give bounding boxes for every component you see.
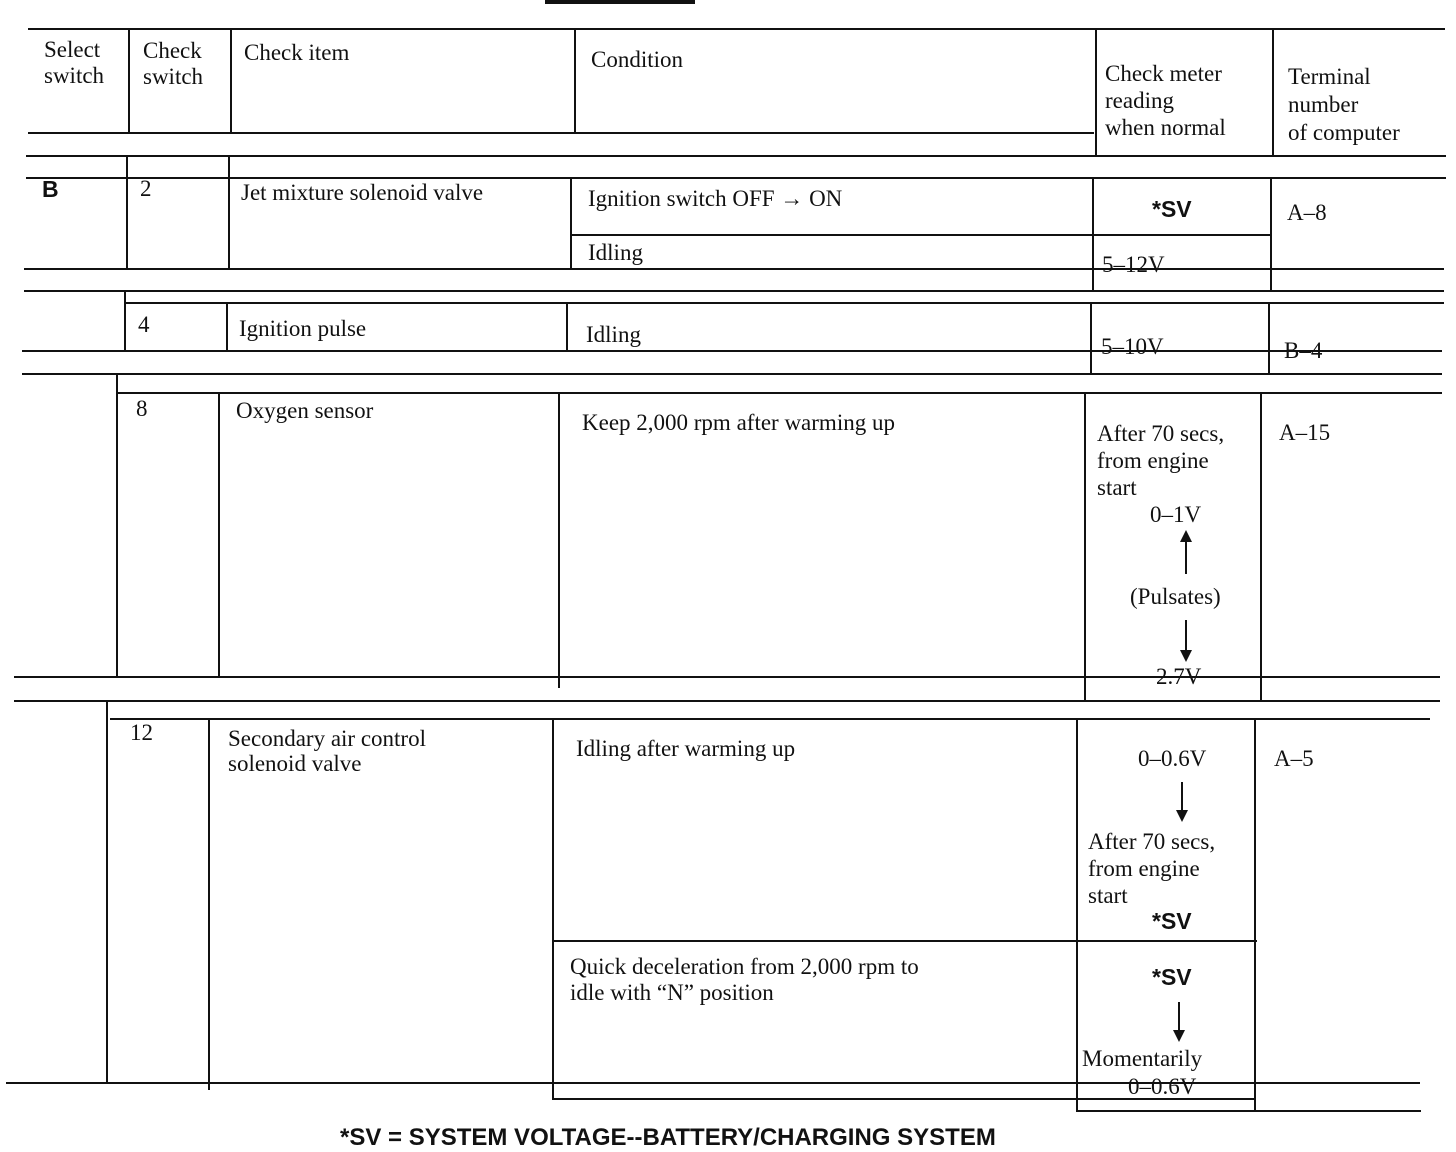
row3-reading-note: After 70 secs, from engine start bbox=[1097, 421, 1225, 500]
row2-check: 4 bbox=[138, 312, 150, 337]
down-arrow-icon bbox=[1181, 782, 1183, 812]
row1-reading-a: *SV bbox=[1152, 196, 1192, 222]
scan-artifact-mark bbox=[545, 0, 695, 4]
header-terminal: Terminal number of computer bbox=[1288, 64, 1400, 145]
row2-condition: Idling bbox=[586, 322, 641, 347]
footnote: *SV = SYSTEM VOLTAGE--BATTERY/CHARGING SYSTEM bbox=[340, 1124, 996, 1151]
row2-item: Ignition pulse bbox=[239, 316, 367, 341]
row3-condition: Keep 2,000 rpm after warming up bbox=[582, 410, 895, 435]
row1-check: 2 bbox=[140, 176, 152, 201]
row4-check: 12 bbox=[130, 720, 153, 745]
down-arrow-icon bbox=[1185, 620, 1187, 652]
header-meter-reading: Check meter reading when normal bbox=[1105, 61, 1226, 140]
row4-terminal: A–5 bbox=[1274, 746, 1314, 771]
row2-reading: 5–10V bbox=[1101, 334, 1164, 359]
row3-reading-low: 0–1V bbox=[1150, 502, 1202, 527]
row3-item: Oxygen sensor bbox=[236, 398, 374, 423]
up-arrow-icon bbox=[1185, 540, 1187, 574]
header-check-switch: Check switch bbox=[143, 38, 204, 89]
row1-reading-b: 5–12V bbox=[1102, 252, 1165, 277]
header-check-item: Check item bbox=[244, 40, 350, 65]
row3-terminal: A–15 bbox=[1279, 420, 1331, 445]
row1-terminal: A–8 bbox=[1287, 200, 1327, 225]
row4-reading-1-note: After 70 secs, from engine start bbox=[1088, 829, 1216, 908]
row1-item: Jet mixture solenoid valve bbox=[241, 180, 484, 205]
row4-item: Secondary air control solenoid valve bbox=[228, 726, 426, 776]
header-condition: Condition bbox=[591, 47, 684, 72]
row4-condition-1: Idling after warming up bbox=[576, 736, 796, 761]
row1-condition-b: Idling bbox=[588, 240, 643, 265]
row4-reading-2-bottom: 0–0.6V bbox=[1128, 1074, 1197, 1099]
down-arrow-icon bbox=[1178, 1002, 1180, 1032]
row3-reading-high: 2.7V bbox=[1156, 664, 1202, 689]
row1-select: B bbox=[42, 176, 59, 202]
header-select-switch: Select switch bbox=[44, 37, 105, 88]
row4-reading-1-top: 0–0.6V bbox=[1138, 746, 1207, 771]
row4-reading-1-bottom: *SV bbox=[1152, 908, 1192, 934]
row4-reading-2-top: *SV bbox=[1152, 964, 1192, 990]
row4-reading-2-note: Momentarily bbox=[1082, 1046, 1203, 1071]
row1-condition-a: Ignition switch OFF → ON bbox=[588, 186, 843, 211]
row2-terminal: B–4 bbox=[1284, 338, 1323, 363]
row3-reading-pulse: (Pulsates) bbox=[1130, 584, 1221, 609]
row3-check: 8 bbox=[136, 396, 148, 421]
row4-condition-2: Quick deceleration from 2,000 rpm to idle with “N” position bbox=[570, 954, 919, 1005]
